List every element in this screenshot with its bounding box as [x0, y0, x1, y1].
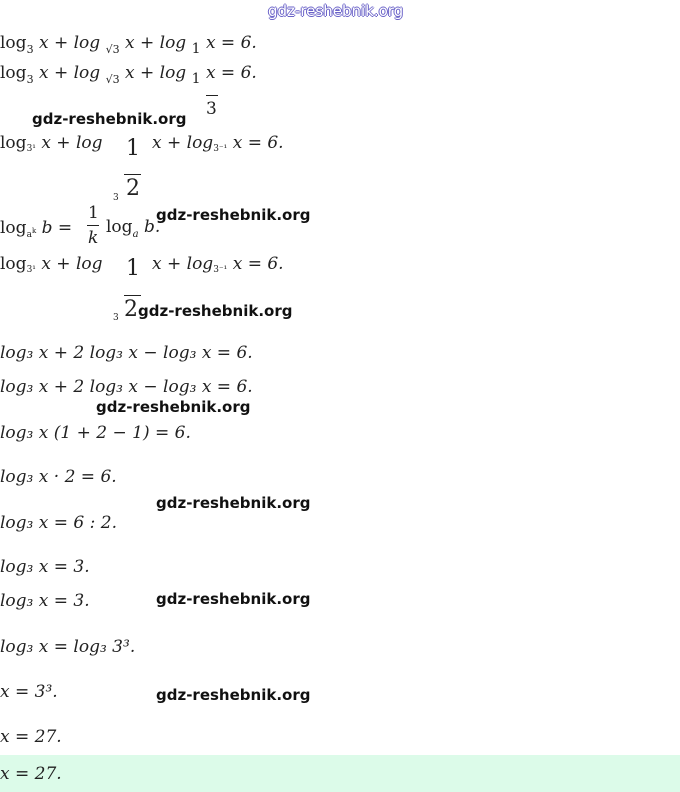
equation-line-8: log₃ x (1 + 2 − 1) = 6.: [0, 423, 191, 443]
equation-line-3-right: x + log3⁻¹ x = 6.: [152, 133, 284, 154]
watermark: gdz-reshebnik.org: [156, 590, 311, 608]
big-numerator: 1: [126, 256, 140, 281]
watermark: gdz-reshebnik.org: [156, 494, 311, 512]
property-frac-num: 1: [88, 203, 99, 223]
equation-line-5-right: x + log3⁻¹ x = 6.: [152, 254, 284, 275]
answer-highlight: [0, 755, 680, 792]
equation-line-10: log₃ x = 6 : 2.: [0, 513, 117, 533]
big-denominator: 2: [126, 176, 140, 201]
big-denominator: 2: [124, 297, 138, 322]
equation-line-1: $\log_3 x + \log _{√3}$ x + log $_1$ x = 6.: [0, 33, 257, 57]
fraction-bar: [206, 95, 218, 96]
equation-line-13: log₃ x = log₃ 3³.: [0, 637, 136, 657]
big-fraction-bar: [124, 295, 141, 296]
equation-property-right: $\log_a b$.: [106, 217, 161, 240]
equation-line-11: log₃ x = 3.: [0, 557, 90, 577]
watermark-top: gdz-reshebnik.org: [268, 2, 404, 20]
equation-line-7: log₃ x + 2 log₃ x − log₃ x = 6.: [0, 377, 253, 397]
base-subscript: 3: [113, 313, 119, 323]
equation-line-6: log₃ x + 2 log₃ x − log₃ x = 6.: [0, 343, 253, 363]
equation-line-12: log₃ x = 3.: [0, 591, 90, 611]
property-frac-bar: [87, 225, 99, 226]
property-frac-den: k: [88, 228, 99, 248]
watermark: gdz-reshebnik.org: [96, 398, 251, 416]
big-fraction-bar: [124, 174, 141, 175]
watermark: gdz-reshebnik.org: [156, 206, 311, 224]
equation-line-5: log3¹ x + log: [0, 254, 103, 275]
equation-line-3: log3¹ x + log: [0, 133, 103, 154]
equation-line-15: x = 27.: [0, 727, 62, 747]
watermark: gdz-reshebnik.org: [156, 686, 311, 704]
equation-answer: x = 27.: [0, 764, 62, 784]
watermark: gdz-reshebnik.org: [32, 110, 187, 128]
base-subscript: 3: [113, 193, 119, 203]
equation-property: $\log_{a^k} b$ =: [0, 218, 73, 240]
equation-line-14: x = 3³.: [0, 682, 58, 702]
equation-line-9: log₃ x · 2 = 6.: [0, 467, 117, 487]
fraction-denominator: 3: [206, 99, 217, 119]
watermark: gdz-reshebnik.org: [138, 302, 293, 320]
big-numerator: 1: [126, 136, 140, 161]
equation-line-2: $\log_3 x + \log _{√3}$ x + log $_1$ x = 6.: [0, 63, 257, 87]
